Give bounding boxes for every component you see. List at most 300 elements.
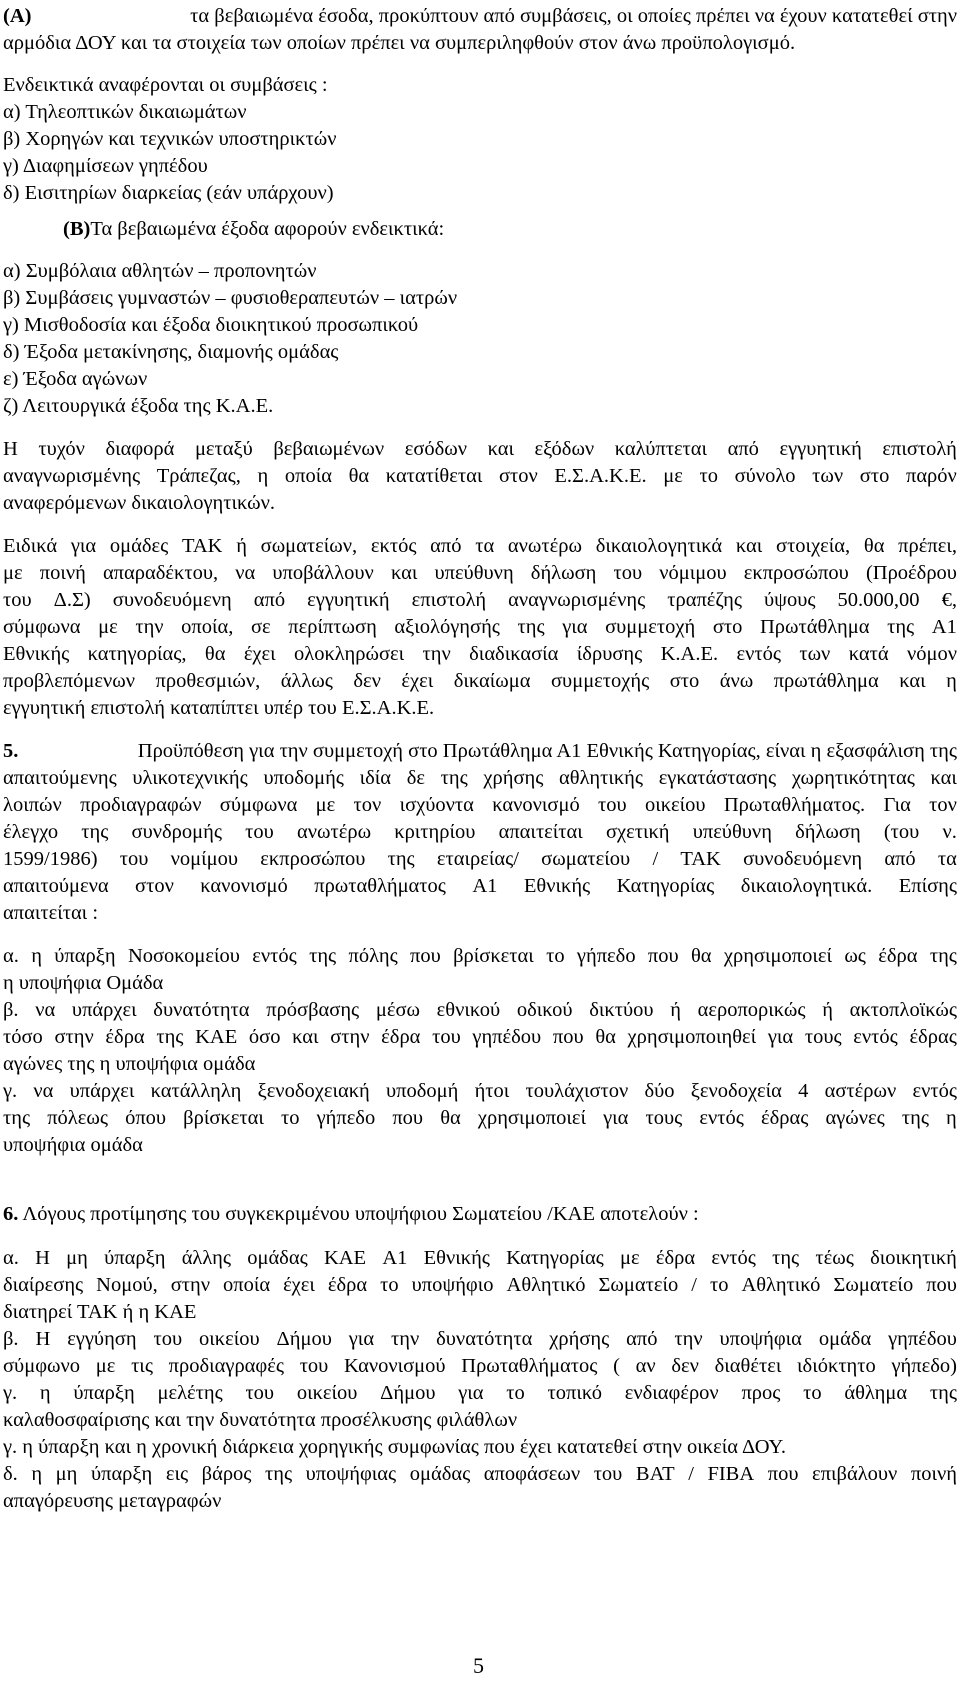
paragraph-line	[3, 614, 957, 641]
paragraph-line: αναφερόμενων δικαιολογητικών.	[3, 492, 276, 514]
word: /	[652, 848, 659, 870]
word: όπου	[125, 1107, 167, 1129]
word: για	[603, 1107, 629, 1129]
word: της	[156, 1026, 184, 1048]
word: σωματείου	[541, 848, 631, 870]
word: FIBA	[707, 1463, 755, 1485]
word: δεν	[671, 1355, 699, 1377]
word: γήπεδο	[576, 945, 636, 967]
word: εγγύηση	[67, 1328, 137, 1350]
word: άλλως	[280, 670, 333, 692]
word: συνδρομής	[131, 821, 222, 843]
word: β.	[3, 999, 19, 1021]
word: Για	[883, 794, 911, 816]
requirement-b-line	[3, 1024, 957, 1051]
word: για	[458, 1382, 484, 1404]
word: μελέτης	[157, 1382, 223, 1404]
word: σύμφωνα	[219, 794, 298, 816]
word: γηπέδου	[888, 1328, 957, 1350]
word: σωματείων,	[260, 535, 358, 557]
word: κανονισμό	[492, 794, 580, 816]
word: οποία,	[181, 616, 234, 638]
word: η	[946, 1107, 957, 1129]
word: της	[772, 1247, 800, 1269]
word: 1599/1986)	[3, 848, 98, 870]
word: το	[546, 945, 565, 967]
word: προδιαγραφών	[80, 794, 202, 816]
word: επιστολή	[882, 438, 957, 460]
word: θα	[595, 1026, 616, 1048]
word: ίδρυσης	[576, 643, 643, 665]
word: έδρας	[760, 1107, 809, 1129]
word: 4	[798, 1080, 809, 1102]
word: Η	[35, 1247, 50, 1269]
word: μεταξύ	[194, 438, 253, 460]
word: άνω	[719, 670, 754, 692]
word: ομάδας	[247, 1247, 308, 1269]
requirement-a-line	[3, 943, 957, 970]
word: έδρα	[327, 1274, 368, 1296]
word: ομάδα	[818, 1328, 872, 1350]
word: €,	[941, 589, 957, 611]
word: Σωματείο	[833, 1274, 914, 1296]
word: BAT	[635, 1463, 675, 1485]
word: γ.	[3, 1080, 18, 1102]
word: ως	[844, 945, 866, 967]
paragraph-line	[3, 819, 957, 846]
word: υποδομής	[263, 767, 344, 789]
word: που	[647, 945, 679, 967]
word: χρησιμοποιεί	[477, 1107, 586, 1129]
word: που	[767, 1463, 799, 1485]
word: Πρωτάθλημα	[759, 616, 870, 638]
word: ή	[822, 999, 833, 1021]
list-item: γ) Διαφημίσεων γηπέδου	[3, 155, 208, 177]
word: δήλωση	[795, 821, 861, 843]
word: για	[70, 535, 97, 557]
word: που	[410, 945, 441, 967]
paragraph-line	[3, 533, 957, 560]
word: του	[245, 1382, 275, 1404]
word: εσόδων	[404, 438, 468, 460]
word: Κανονισμού	[344, 1355, 446, 1377]
word: της	[3, 1107, 31, 1129]
word: και	[292, 1026, 319, 1048]
preference-a-line: διατηρεί ΤΑΚ ή η ΚΑΕ	[3, 1301, 197, 1323]
word: εντός	[736, 643, 781, 665]
section-6-heading: 6. Λόγους προτίμησης του συγκεκριμένου υποψήφιου Σωματείου /ΚΑΕ αποτελούν :	[3, 1203, 699, 1225]
word: και	[735, 535, 763, 557]
word: Κ.Α.Ε.	[660, 643, 719, 665]
word: αεροπορικώς	[697, 999, 806, 1021]
section-a-line-1-text: τα βεβαιωμένα έσοδα, προκύπτουν από συμβάσεις, οι οποίες πρέπει να έχουν κατατεθεί στην	[185, 5, 957, 27]
section-6-number: 6.	[3, 1203, 19, 1225]
word: εκτός	[370, 535, 417, 557]
word: όσο	[248, 1026, 281, 1048]
word: απαιτούμενης	[3, 767, 117, 789]
word: η	[39, 1382, 51, 1404]
word: υπάρχει	[69, 1080, 135, 1102]
word: με	[663, 465, 683, 487]
word: οποία	[222, 1274, 271, 1296]
word: στον	[498, 465, 538, 487]
word: το	[803, 1382, 822, 1404]
word: του	[598, 794, 627, 816]
word: της	[887, 616, 915, 638]
word: διαδικασία	[469, 643, 559, 665]
requirement-c-line	[3, 1078, 957, 1105]
word: τους	[645, 1107, 683, 1129]
word: ν.	[942, 821, 957, 843]
word: καλύπτεται	[614, 438, 708, 460]
word: (	[613, 1355, 620, 1377]
word: αξιολόγησής	[394, 616, 500, 638]
word: ενδιαφέρον	[624, 1382, 719, 1404]
word: υπεύθυνη	[692, 821, 772, 843]
word: επιστολή	[411, 589, 487, 611]
word: έδρα	[655, 1247, 696, 1269]
word: δυνατότητα	[436, 1328, 533, 1350]
word: εντός	[853, 1026, 898, 1048]
word: του	[119, 848, 149, 870]
word: του	[432, 1026, 461, 1048]
word: θα	[440, 1107, 461, 1129]
word: χρησιμοποιεί	[723, 945, 832, 967]
word: έχει	[283, 1274, 315, 1296]
word: κατηγορίας,	[87, 643, 187, 665]
list-item: α) Συμβόλαια αθλητών – προπονητών	[3, 260, 317, 282]
word: για	[348, 1328, 375, 1350]
word: περίπτωση	[288, 616, 377, 638]
word: απαραδέκτου,	[102, 562, 219, 584]
word: Επίσης	[898, 875, 957, 897]
word: Δ.Σ)	[53, 589, 91, 611]
paragraph-line	[3, 792, 957, 819]
word: οικείου	[644, 794, 706, 816]
word: της	[901, 1107, 929, 1129]
word: εγκατάστασης	[658, 767, 777, 789]
word: τον	[353, 794, 382, 816]
word: της	[387, 848, 415, 870]
word: Νοσοκομείου	[127, 945, 240, 967]
word: ή	[670, 999, 681, 1021]
word: Η	[35, 1328, 51, 1350]
page-number: 5	[473, 1653, 484, 1678]
word: επιβάλουν	[812, 1463, 898, 1485]
word: στην	[170, 1274, 210, 1296]
word: από	[727, 438, 759, 460]
word: ύπαρξη	[73, 1382, 135, 1404]
word: χρήσης	[549, 1328, 610, 1350]
word: δ.	[3, 1463, 18, 1485]
word: και	[899, 670, 926, 692]
paragraph-line	[3, 641, 957, 668]
word: με	[3, 562, 23, 584]
preference-a-line	[3, 1245, 957, 1272]
word: 50.000,00	[837, 589, 920, 611]
word: βάρος	[201, 1463, 252, 1485]
word: ποινή	[39, 562, 86, 584]
word: δικαιολογητικά	[595, 535, 723, 557]
word: τις	[131, 1355, 153, 1377]
word: και	[930, 767, 957, 789]
word: Ειδικά	[3, 535, 58, 557]
word: Κατηγορίας	[506, 1247, 604, 1269]
word: Σωματείο	[598, 1274, 679, 1296]
word: και	[487, 438, 515, 460]
word: η	[257, 465, 269, 487]
word: εντός	[711, 1247, 756, 1269]
paragraph-line	[3, 668, 957, 695]
word: της	[929, 945, 957, 967]
word: να	[235, 562, 256, 584]
word: της	[265, 1463, 293, 1485]
word: Αθλητικό	[506, 1274, 586, 1296]
word: τέως	[815, 1247, 854, 1269]
word: εξόδων	[534, 438, 595, 460]
word: με	[98, 616, 118, 638]
word: αποφάσεων	[483, 1463, 581, 1485]
word: ύπαρξη	[104, 1247, 166, 1269]
word: εκπροσώπου	[743, 562, 849, 584]
word: Πρωταθλήματος	[461, 1355, 598, 1377]
word: εγγυητική	[779, 438, 862, 460]
word: σύμφωνα	[3, 616, 81, 638]
word: δικτύου	[589, 999, 654, 1021]
word: θα	[348, 465, 370, 487]
word: ύψους	[763, 589, 816, 611]
word: βεβαιωμένων	[273, 438, 385, 460]
word: γήπεδο)	[891, 1355, 957, 1377]
preference-a-line	[3, 1272, 957, 1299]
word: Δήμου	[380, 1382, 436, 1404]
word: τουλάχιστον	[525, 1080, 629, 1102]
word: εις	[165, 1463, 189, 1485]
word: δεν	[353, 670, 381, 692]
word: ομάδας	[409, 1463, 471, 1485]
word: τυχόν	[38, 438, 85, 460]
word: στοιχεία,	[776, 535, 851, 557]
word: από	[430, 535, 462, 557]
section-a-line-1	[3, 3, 957, 30]
word: οικείου	[199, 1328, 260, 1350]
word: τα	[937, 848, 957, 870]
word: το	[506, 1382, 525, 1404]
section-a-line-2: αρμόδια ΔΟΥ και τα στοιχεία των οποίων πρέπει να συμπεριληφθούν στον άνω προϋπολογισμό.	[3, 32, 796, 54]
word: Εθνικής	[3, 643, 70, 665]
word: δυνατότητα	[153, 999, 250, 1021]
word: μέσω	[375, 999, 420, 1021]
word: του	[613, 562, 643, 584]
word: την	[422, 643, 451, 665]
word: στην	[54, 1026, 94, 1048]
section-a-marker: (A)	[3, 5, 32, 27]
word: χωρητικότητας	[791, 767, 915, 789]
word: εταιρείας/	[436, 848, 519, 870]
paragraph-line	[3, 587, 957, 614]
word: κατάλληλη	[150, 1080, 242, 1102]
word: ΚΑΕ	[195, 1026, 238, 1048]
preference-b-line	[3, 1353, 957, 1380]
word: θα	[204, 643, 226, 665]
word: Η	[3, 438, 18, 460]
word: μη	[55, 1463, 78, 1485]
word: /	[688, 1463, 694, 1485]
word: ή	[236, 535, 247, 557]
word: πρωτάθλημα	[773, 670, 879, 692]
word: ΤΑΚ	[181, 535, 223, 557]
word: η	[946, 670, 957, 692]
word: θα	[690, 945, 712, 967]
word: του	[245, 821, 274, 843]
word: με	[95, 1355, 116, 1377]
word: της	[440, 767, 468, 789]
word: Δήμου	[276, 1328, 332, 1350]
word: έλεγχο	[3, 821, 59, 843]
word: Ε.Σ.Α.Κ.Ε.	[554, 465, 647, 487]
word: συμμετοχή	[605, 616, 696, 638]
section-5-number: 5.	[3, 740, 19, 762]
word: αναγνωρισμένης	[3, 465, 141, 487]
word: για	[562, 616, 588, 638]
word: έδρα	[105, 1026, 145, 1048]
word: παρόν	[905, 465, 957, 487]
paragraph-line	[3, 463, 957, 490]
section-5-line-1-text: Προϋπόθεση για την συμμετοχή στο Πρωτάθλημα Α1 Εθνικής Κατηγορίας, είναι η εξασφάλιση της	[132, 740, 957, 762]
word: Εθνικής	[423, 1247, 490, 1269]
word: α.	[3, 945, 19, 967]
word: για	[767, 1026, 794, 1048]
word: από	[253, 589, 286, 611]
word: να	[35, 999, 56, 1021]
requirement-b-line: αγώνες της η υποψήφια ομάδα	[3, 1053, 256, 1075]
word: με	[620, 1247, 640, 1269]
word: έδρας	[909, 1026, 957, 1048]
word: κριτηρίου	[394, 821, 476, 843]
word: ισχύοντα	[399, 794, 474, 816]
word: προς	[741, 1382, 781, 1404]
word: ΚΑΕ	[323, 1247, 367, 1269]
word: απαιτείται	[498, 821, 583, 843]
word: η	[31, 1463, 43, 1485]
word: των	[799, 643, 831, 665]
word: ομάδες	[109, 535, 169, 557]
word: υποψήφια	[719, 1328, 802, 1350]
word: που	[392, 1107, 424, 1129]
word: γήπεδο	[316, 1107, 376, 1129]
word: ιδία	[359, 767, 392, 789]
word: στο	[669, 670, 700, 692]
word: υπεύθυνη	[434, 562, 514, 584]
word: Α1	[931, 616, 957, 638]
word: θα	[863, 535, 885, 557]
word: κατά	[848, 643, 889, 665]
word: αγώνες	[825, 1107, 885, 1129]
word: σύνολο	[734, 465, 796, 487]
word: έδρα	[878, 945, 918, 967]
word: της	[929, 1382, 957, 1404]
word: βρίσκεται	[453, 945, 534, 967]
word: εντός	[252, 945, 297, 967]
word: υποδομή	[385, 1080, 459, 1102]
list-item: ε) Έξοδα αγώνων	[3, 368, 148, 390]
word: του	[299, 1355, 329, 1377]
word: υποψήφιας	[305, 1463, 397, 1485]
paragraph-line: εγγυητική επιστολή καταπίπτει υπέρ του Ε.Σ.Α.Κ.Ε.	[3, 697, 435, 719]
word: τους	[804, 1026, 842, 1048]
paragraph-line	[3, 846, 957, 873]
word: νόμον	[906, 643, 957, 665]
word: Αθλητικό	[741, 1274, 821, 1296]
word: και	[390, 562, 418, 584]
word: δικαίωμα	[453, 670, 531, 692]
word: στον	[135, 875, 174, 897]
word: συνοδευόμενη	[743, 848, 863, 870]
word: εντός	[699, 1107, 744, 1129]
word: ανωτέρω	[507, 535, 582, 557]
word: ξενοδοχεία	[690, 1080, 782, 1102]
word: οικείου	[296, 1382, 358, 1404]
word: υλικοτεχνικής	[132, 767, 248, 789]
word: στο	[712, 616, 743, 638]
word: υπάρχει	[71, 999, 137, 1021]
requirement-b-line	[3, 997, 957, 1024]
word: ακτοπλοϊκώς	[849, 999, 957, 1021]
word: Εθνικής	[523, 875, 591, 897]
paragraph-line	[3, 873, 957, 900]
word: πρωταθλήματος	[314, 875, 446, 897]
word: γ.	[3, 1382, 18, 1404]
word: ύπαρξη	[54, 945, 116, 967]
word: συμμετοχής	[551, 670, 650, 692]
word: βρίσκεται	[183, 1107, 264, 1129]
word: δύο	[644, 1080, 675, 1102]
word: της	[81, 821, 109, 843]
word: προβλεπόμενων	[3, 670, 136, 692]
preference-d-line: απαγόρευσης μεταγραφών	[3, 1490, 222, 1512]
word: να	[33, 1080, 54, 1102]
word: πόλεως	[47, 1107, 108, 1129]
word: ξενοδοχειακή	[257, 1080, 370, 1102]
list-item: α) Τηλεοπτικών δικαιωμάτων	[3, 101, 247, 123]
word: β.	[3, 1328, 19, 1350]
word: εγγυητική	[307, 589, 390, 611]
word: διαθέτει	[714, 1355, 782, 1377]
preference-b-line	[3, 1326, 957, 1353]
word: γηπέδου	[472, 1026, 542, 1048]
paragraph-line	[3, 436, 957, 463]
word: αν	[635, 1355, 656, 1377]
preference-c-line: καλαθοσφαίρισης και την δυνατότητα προσέλκυσης φιλάθλων	[3, 1409, 518, 1431]
word: έχει	[243, 643, 276, 665]
paragraph-line: απαιτείται :	[3, 902, 99, 924]
list-item: ζ) Λειτουργικά έξοδα της Κ.Α.Ε.	[3, 395, 274, 417]
list-item: β) Συμβάσεις γυμναστών – φυσιοθεραπευτών – ιατρών	[3, 287, 458, 309]
section-b-heading: (B)Τα βεβαιωμένα έξοδα αφορούν ενδεικτικά:	[63, 218, 445, 240]
word: έδρα	[381, 1026, 421, 1048]
word: δήλωση	[530, 562, 597, 584]
word: ανωτέρω	[296, 821, 372, 843]
word: έχει	[401, 670, 434, 692]
word: την	[390, 1328, 420, 1350]
list-item: β) Χορηγών και τεχνικών υποστηρικτών	[3, 128, 337, 150]
word: στην	[330, 1026, 370, 1048]
section-b-marker: (B)	[63, 218, 91, 240]
word: του	[593, 1463, 623, 1485]
word: Τράπεζας,	[156, 465, 241, 487]
word: το	[709, 1274, 729, 1296]
word: άθλημα	[844, 1382, 908, 1404]
